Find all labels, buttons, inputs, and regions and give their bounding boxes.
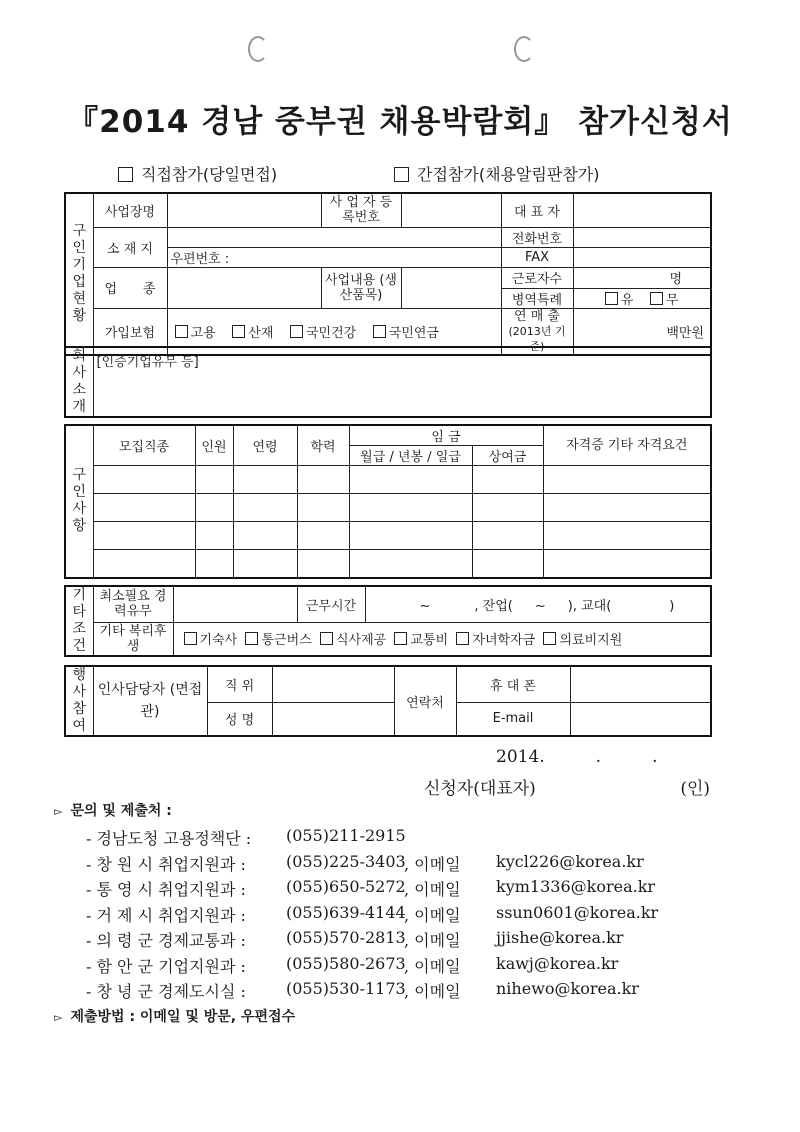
bonus-header: 상여금 (472, 446, 543, 466)
checkbox-icon[interactable] (456, 632, 469, 645)
contact-email[interactable]: jjishe@korea.kr (496, 928, 624, 947)
count-header: 인원 (195, 425, 233, 466)
phone-field[interactable] (573, 227, 711, 247)
triangle-bullet-icon: ▻ (54, 805, 63, 818)
participation-table (64, 665, 712, 737)
company-intro-table (64, 346, 712, 418)
section-label: 기 타 조 건 (65, 586, 93, 656)
career-field[interactable] (173, 586, 297, 622)
employees-label: 근로자수 (501, 267, 573, 288)
industry-field[interactable] (167, 267, 321, 308)
contact-phone: (055)570-2813 (286, 928, 406, 947)
triangle-bullet-icon: ▻ (54, 1011, 63, 1024)
contact-phone: (055)639-4144 (286, 902, 406, 922)
name-field[interactable] (272, 702, 394, 736)
ceo-label: 대 표 자 (501, 193, 573, 227)
checkbox-icon[interactable] (118, 167, 133, 182)
section-label: 구 인 기 업 현 황 (65, 193, 93, 355)
business-field[interactable] (401, 267, 501, 308)
table-row (65, 550, 711, 578)
punch-hole-icon (248, 36, 268, 62)
insurance-label: 가입보험 (93, 308, 167, 355)
table-row (65, 494, 711, 522)
section-label: 구 인 사 항 (65, 425, 93, 578)
contact-email[interactable]: kycl226@korea.kr (496, 851, 644, 871)
business-label: 사업내용 (생산품목) (321, 267, 401, 308)
sales-field[interactable]: 백만원 (573, 308, 711, 355)
sales-label: 연 매 출 (2013년 기준) (501, 308, 573, 355)
contact-email-label: , 이메일 (404, 854, 461, 874)
checkbox-icon[interactable] (245, 632, 258, 645)
phone-label: 전화번호 (501, 227, 573, 247)
industry-label: 업 종 (93, 267, 167, 308)
career-label: 최소필요 경력유무 (93, 586, 173, 622)
address-field[interactable] (167, 227, 501, 247)
wage-header: 임 금 (349, 425, 543, 446)
contact-phone: (055)530-1173 (286, 979, 406, 998)
contact-email[interactable]: nihewo@korea.kr (496, 979, 639, 998)
contact-org: - 의 령 군 경제교통과 : (86, 931, 246, 950)
ceo-field[interactable] (573, 193, 711, 227)
checkbox-icon[interactable] (232, 325, 245, 338)
contact-org: - 경남도청 고용정책단 : (86, 829, 252, 848)
hours-field[interactable]: ~ , 잔업( ~ ), 교대( ) (365, 586, 711, 622)
checkbox-icon[interactable] (543, 632, 556, 645)
name-label: 성 명 (207, 702, 272, 736)
checkbox-icon[interactable] (650, 292, 663, 305)
contact-email[interactable]: kawj@korea.kr (496, 953, 619, 973)
contact-email-label: , 이메일 (404, 931, 461, 950)
seal-mark: (인) (680, 779, 710, 799)
checkbox-icon[interactable] (394, 167, 409, 182)
contact-org: - 창 녕 군 경제도시실 : (86, 982, 246, 1001)
welfare-options: 기숙사 통근버스 식사제공 교통비 자녀학자금 의료비지원 (173, 622, 711, 656)
recruitment-table (64, 424, 712, 579)
edu-header: 학력 (297, 425, 349, 466)
company-intro-field[interactable]: [인증기업유무 등] (93, 347, 711, 417)
company-name-label: 사업장명 (93, 193, 167, 227)
direct-participation-option[interactable]: 직접참가(당일면접) (118, 162, 277, 185)
welfare-label: 기타 복리후생 (93, 622, 173, 656)
address-label: 소 재 지 (93, 227, 167, 267)
application-date[interactable]: 2014. . . (496, 747, 658, 767)
company-status-table (64, 192, 712, 356)
contact-email[interactable]: kym1336@korea.kr (496, 877, 656, 896)
applicant-label: 신청자(대표자) (424, 779, 536, 799)
contact-email-label: , 이메일 (404, 982, 461, 1001)
contact-phone: (055)225-3403 (286, 851, 406, 871)
contact-email-label: , 이메일 (404, 905, 461, 925)
form-title: 『2014 경남 중부권 채용박람회』 참가신청서 (67, 104, 733, 140)
email-field[interactable] (570, 702, 711, 736)
table-row (65, 522, 711, 550)
conditions-table (64, 585, 712, 657)
contact-phone: (055)650-5272 (286, 877, 406, 896)
applicant-line (424, 774, 710, 799)
checkbox-icon[interactable] (320, 632, 333, 645)
contact-label: 연락처 (394, 666, 456, 736)
wage-type-header: 월급 / 년봉 / 일급 (349, 446, 472, 466)
indirect-participation-option[interactable]: 간접참가(채용알림판참가) (394, 162, 600, 185)
table-row (65, 466, 711, 494)
contact-email[interactable]: ssun0601@korea.kr (496, 902, 659, 922)
contact-email-label: , 이메일 (404, 956, 461, 976)
postal-code-field[interactable]: 우편번호 : (167, 247, 501, 267)
punch-hole-icon (514, 36, 534, 62)
checkbox-icon[interactable] (290, 325, 303, 338)
hr-manager-label: 인사담당자 (면접관) (93, 666, 207, 736)
company-name-field[interactable] (167, 193, 321, 227)
mobile-label: 휴 대 폰 (456, 666, 570, 702)
job-header: 모집직종 (93, 425, 195, 466)
biz-reg-field[interactable] (401, 193, 501, 227)
military-label: 병역특례 (501, 288, 573, 308)
employees-field[interactable]: 명 (573, 267, 711, 288)
position-field[interactable] (272, 666, 394, 702)
contact-org: - 함 안 군 기업지원과 : (86, 956, 246, 976)
hours-label: 근무시간 (297, 586, 365, 622)
age-header: 연령 (233, 425, 297, 466)
cert-header: 자격증 기타 자격요건 (543, 425, 711, 466)
insurance-options: 고용 산재 국민건강 국민연금 (167, 308, 501, 355)
contact-org: - 거 제 시 취업지원과 : (86, 905, 246, 925)
contact-phone: (055)211-2915 (286, 826, 406, 845)
checkbox-icon[interactable] (373, 325, 386, 338)
contact-org: - 통 영 시 취업지원과 : (86, 880, 246, 899)
contact-phone: (055)580-2673 (286, 953, 406, 973)
punch-holes (0, 36, 800, 66)
checkbox-icon[interactable] (175, 325, 188, 338)
email-label: E-mail (456, 702, 570, 736)
checkbox-icon[interactable] (184, 632, 197, 645)
submit-method: ▻ 제출방법 : 이메일 및 방문, 우편접수 (54, 1009, 296, 1025)
fax-field[interactable] (573, 247, 711, 267)
contact-email-label: , 이메일 (404, 880, 461, 899)
section-label: 행 사 참 여 (65, 666, 93, 736)
contact-org: - 창 원 시 취업지원과 : (86, 854, 246, 874)
contact-heading: ▻ 문의 및 제출처 : (54, 803, 172, 819)
mobile-field[interactable] (570, 666, 711, 702)
checkbox-icon[interactable] (605, 292, 618, 305)
military-options: 유 무 (573, 288, 711, 308)
checkbox-icon[interactable] (394, 632, 407, 645)
section-label: 회 사 소 개 (65, 347, 93, 417)
biz-reg-label: 사 업 자 등록번호 (321, 193, 401, 227)
fax-label: FAX (501, 247, 573, 267)
position-label: 직 위 (207, 666, 272, 702)
